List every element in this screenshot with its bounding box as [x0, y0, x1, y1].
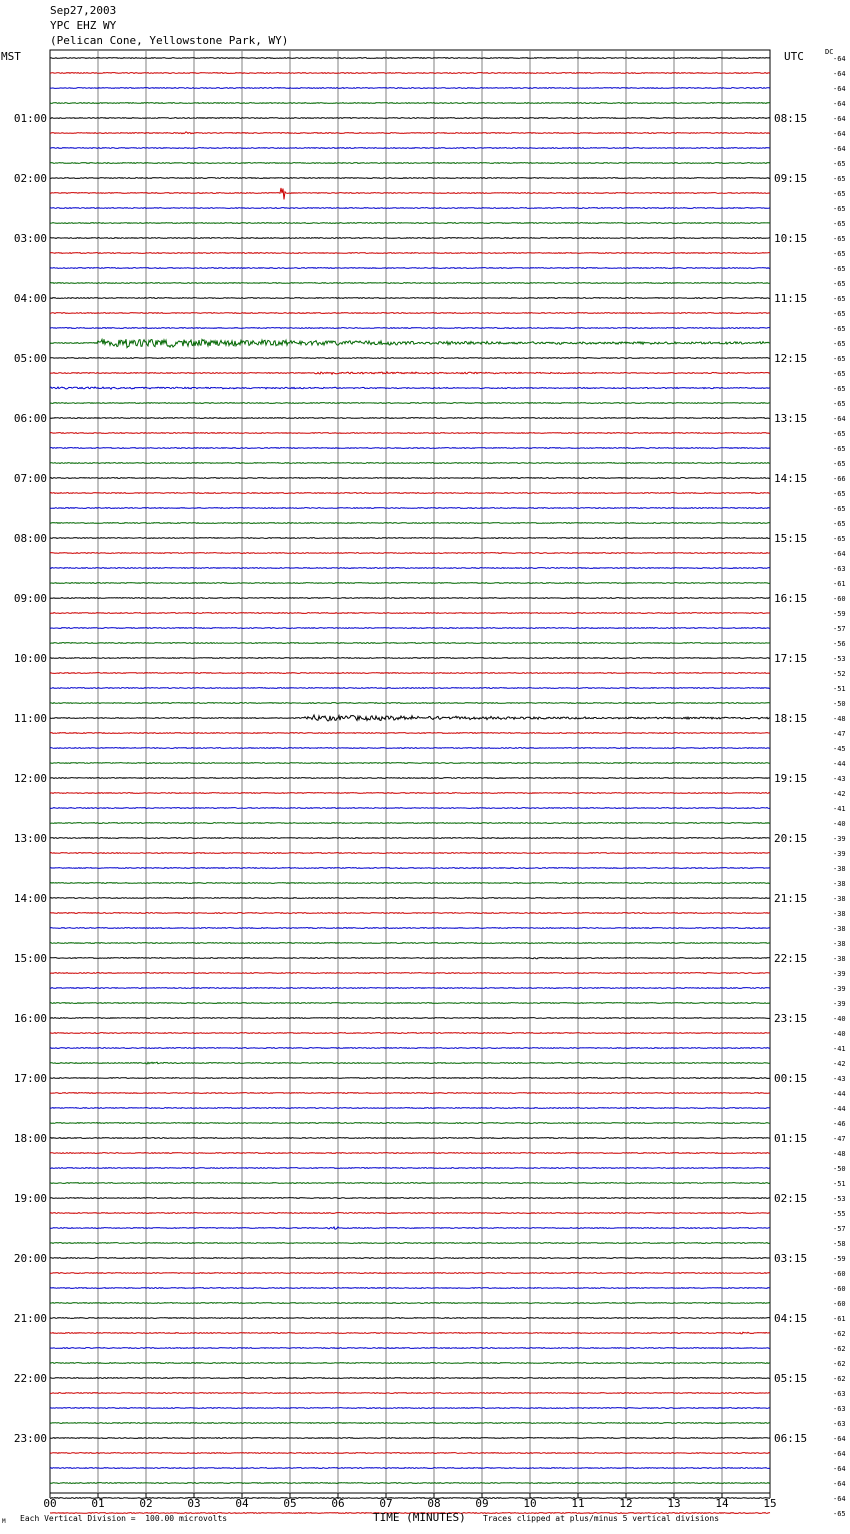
utc-hour-label: 14:15 — [774, 472, 808, 485]
trace-line — [50, 1168, 770, 1169]
utc-hour-label: 17:15 — [774, 652, 808, 665]
utc-hour-label: 16:15 — [774, 592, 808, 605]
trace-line — [50, 748, 770, 749]
x-tick-label: 14 — [715, 1497, 729, 1510]
utc-hour-label: 19:15 — [774, 772, 808, 785]
trace-line — [50, 73, 770, 74]
trace-line — [50, 973, 770, 974]
trace-line — [50, 778, 770, 779]
trace-line — [50, 188, 770, 199]
trace-line — [50, 118, 770, 119]
trace-line — [50, 103, 770, 104]
trace-line — [50, 463, 770, 464]
trace-line — [50, 493, 770, 494]
dc-offset-label: -64 — [833, 1480, 846, 1488]
dc-offset-label: -65 — [833, 355, 846, 363]
trace-line — [50, 523, 770, 524]
trace-line — [50, 448, 770, 449]
trace-line — [50, 1348, 770, 1349]
dc-offset-label: -64 — [833, 550, 846, 558]
trace-line — [50, 808, 770, 809]
dc-offset-label: -65 — [833, 295, 846, 303]
mst-hour-label: 08:00 — [13, 532, 47, 545]
dc-offset-label: -65 — [833, 370, 846, 378]
mst-hour-label: 07:00 — [13, 472, 47, 485]
trace-line — [50, 148, 770, 149]
dc-offset-label: -65 — [833, 280, 846, 288]
trace-line — [50, 1438, 770, 1439]
dc-offset-label: -38 — [833, 955, 846, 963]
mst-hour-label: 12:00 — [13, 772, 47, 785]
mst-hour-label: 13:00 — [13, 832, 47, 845]
trace-line — [50, 958, 770, 959]
mst-hour-label: 03:00 — [13, 232, 47, 245]
corner-mark: M — [2, 1518, 6, 1525]
trace-line — [50, 1408, 770, 1409]
dc-offset-label: -64 — [833, 1435, 846, 1443]
trace-line — [50, 898, 770, 899]
x-tick-label: 12 — [619, 1497, 633, 1510]
trace-line — [50, 988, 770, 989]
trace-line — [50, 88, 770, 89]
trace-line — [50, 1363, 770, 1364]
mst-hour-label: 05:00 — [13, 352, 47, 365]
utc-hour-label: 12:15 — [774, 352, 808, 365]
trace-line — [50, 358, 770, 359]
station-code: YPC EHZ WY — [50, 19, 117, 32]
trace-line — [50, 733, 770, 734]
plot-frame — [50, 50, 770, 1493]
mst-hour-label: 15:00 — [13, 952, 47, 965]
dc-offset-label: -44 — [833, 760, 846, 768]
dc-offset-label: -53 — [833, 655, 846, 663]
trace-line — [50, 1062, 770, 1064]
station-location: (Pelican Cone, Yellowstone Park, WY) — [50, 34, 289, 47]
dc-offset-label: -65 — [833, 445, 846, 453]
trace-line — [50, 1033, 770, 1034]
trace-line — [50, 178, 770, 179]
dc-offset-label: -66 — [833, 475, 846, 483]
dc-offset-label: -44 — [833, 1105, 846, 1113]
trace-line — [50, 298, 770, 299]
dc-offset-label: -60 — [833, 595, 846, 603]
utc-hour-label: 00:15 — [774, 1072, 808, 1085]
dc-offset-label: -65 — [833, 235, 846, 243]
dc-offset-label: -38 — [833, 910, 846, 918]
trace-line — [50, 132, 770, 134]
dc-offset-label: -65 — [833, 520, 846, 528]
trace-line — [50, 583, 770, 584]
mst-hour-label: 06:00 — [13, 412, 47, 425]
x-tick-label: 11 — [571, 1497, 585, 1510]
trace-line — [50, 1303, 770, 1304]
trace-line — [50, 868, 770, 869]
x-tick-label: 05 — [283, 1497, 297, 1510]
utc-hour-label: 01:15 — [774, 1132, 808, 1145]
dc-offset-label: -65 — [833, 400, 846, 408]
dc-offset-label: -43 — [833, 775, 846, 783]
dc-offset-label: -42 — [833, 790, 846, 798]
dc-offset-label: -63 — [833, 1420, 846, 1428]
dc-offset-label: -65 — [833, 310, 846, 318]
trace-line — [50, 238, 770, 239]
dc-offset-label: -65 — [833, 220, 846, 228]
trace-line — [50, 538, 770, 539]
trace-line — [50, 1093, 770, 1094]
mst-hour-label: 04:00 — [13, 292, 47, 305]
trace-line — [50, 339, 770, 347]
dc-offset-label: -64 — [833, 100, 846, 108]
trace-line — [50, 715, 770, 721]
dc-offset-label: -63 — [833, 1390, 846, 1398]
utc-hour-label: 13:15 — [774, 412, 808, 425]
x-axis-title: TIME (MINUTES) — [373, 1511, 466, 1524]
mst-hour-label: 21:00 — [13, 1312, 47, 1325]
trace-line — [50, 58, 770, 59]
trace-line — [50, 268, 770, 269]
mst-hour-label: 01:00 — [13, 112, 47, 125]
dc-offset-label: -64 — [833, 70, 846, 78]
dc-offset-label: -45 — [833, 745, 846, 753]
trace-line — [50, 1453, 770, 1454]
dc-offset-label: -61 — [833, 1315, 846, 1323]
trace-line — [50, 433, 770, 434]
x-tick-label: 04 — [235, 1497, 249, 1510]
x-tick-label: 02 — [139, 1497, 153, 1510]
trace-line — [50, 943, 770, 944]
trace-line — [50, 1318, 770, 1319]
dc-offset-label: -57 — [833, 1225, 846, 1233]
trace-line — [50, 418, 770, 419]
dc-offset-label: -65 — [833, 190, 846, 198]
dc-offset-label: -50 — [833, 700, 846, 708]
trace-line — [50, 928, 770, 929]
dc-offset-label: -53 — [833, 1195, 846, 1203]
x-tick-label: 08 — [427, 1497, 441, 1510]
dc-offset-label: -64 — [833, 1495, 846, 1503]
trace-line — [50, 403, 770, 404]
dc-offset-label: -65 — [833, 325, 846, 333]
dc-offset-label: -59 — [833, 610, 846, 618]
x-tick-label: 03 — [187, 1497, 201, 1510]
dc-offset-label: -64 — [833, 1465, 846, 1473]
dc-offset-label: -64 — [833, 85, 846, 93]
dc-offset-label: -39 — [833, 835, 846, 843]
dc-offset-label: -59 — [833, 1255, 846, 1263]
trace-line — [50, 688, 770, 689]
trace-line — [50, 613, 770, 614]
utc-axis-label: UTC — [784, 50, 804, 63]
dc-offset-label: -61 — [833, 580, 846, 588]
trace-line — [50, 163, 770, 164]
trace-line — [50, 223, 770, 224]
trace-line — [50, 1078, 770, 1079]
dc-offset-label: -39 — [833, 970, 846, 978]
trace-line — [50, 1378, 770, 1379]
dc-offset-label: -62 — [833, 1375, 846, 1383]
x-tick-label: 07 — [379, 1497, 393, 1510]
dc-offset-label: -52 — [833, 670, 846, 678]
utc-hour-label: 06:15 — [774, 1432, 808, 1445]
dc-offset-label: -63 — [833, 565, 846, 573]
trace-line — [50, 658, 770, 659]
dc-offset-label: -40 — [833, 1030, 846, 1038]
trace-line — [50, 628, 770, 629]
utc-hour-label: 10:15 — [774, 232, 808, 245]
trace-line — [50, 1332, 770, 1334]
trace-line — [50, 1423, 770, 1424]
trace-line — [50, 883, 770, 884]
mst-hour-label: 11:00 — [13, 712, 47, 725]
utc-hour-label: 22:15 — [774, 952, 808, 965]
utc-hour-label: 05:15 — [774, 1372, 808, 1385]
dc-offset-label: -39 — [833, 1000, 846, 1008]
trace-line — [50, 283, 770, 284]
trace-line — [50, 793, 770, 794]
dc-offset-label: -65 — [833, 1510, 846, 1518]
trace-line — [50, 387, 770, 389]
trace-line — [50, 1498, 770, 1499]
trace-line — [50, 313, 770, 314]
trace-line — [50, 673, 770, 674]
x-tick-label: 13 — [667, 1497, 681, 1510]
x-tick-label: 00 — [43, 1497, 57, 1510]
mst-hour-label: 02:00 — [13, 172, 47, 185]
dc-offset-label: -38 — [833, 940, 846, 948]
dc-offset-label: -60 — [833, 1270, 846, 1278]
dc-offset-label: -43 — [833, 1075, 846, 1083]
mst-hour-label: 09:00 — [13, 592, 47, 605]
trace-line — [50, 1468, 770, 1469]
dc-offset-label: -48 — [833, 715, 846, 723]
utc-hour-label: 04:15 — [774, 1312, 808, 1325]
dc-label: DC — [825, 48, 834, 56]
dc-offset-label: -65 — [833, 340, 846, 348]
dc-offset-label: -65 — [833, 205, 846, 213]
dc-offset-label: -50 — [833, 1165, 846, 1173]
dc-offset-label: -51 — [833, 1180, 846, 1188]
dc-offset-label: -57 — [833, 625, 846, 633]
dc-offset-label: -65 — [833, 430, 846, 438]
dc-offset-label: -42 — [833, 1060, 846, 1068]
trace-line — [50, 1153, 770, 1154]
mst-hour-label: 10:00 — [13, 652, 47, 665]
utc-hour-label: 18:15 — [774, 712, 808, 725]
trace-line — [50, 208, 770, 209]
dc-offset-label: -65 — [833, 265, 846, 273]
x-tick-label: 15 — [763, 1497, 777, 1510]
dc-offset-label: -44 — [833, 1090, 846, 1098]
trace-line — [50, 1258, 770, 1259]
dc-offset-label: -47 — [833, 730, 846, 738]
utc-hour-label: 21:15 — [774, 892, 808, 905]
dc-offset-label: -64 — [833, 115, 846, 123]
trace-line — [50, 568, 770, 569]
dc-offset-label: -64 — [833, 145, 846, 153]
trace-line — [50, 1227, 770, 1229]
dc-offset-label: -41 — [833, 805, 846, 813]
dc-offset-label: -38 — [833, 895, 846, 903]
trace-line — [50, 703, 770, 704]
trace-line — [50, 1213, 770, 1214]
dc-offset-label: -38 — [833, 865, 846, 873]
trace-line — [50, 1288, 770, 1289]
dc-offset-label: -65 — [833, 535, 846, 543]
utc-hour-label: 15:15 — [774, 532, 808, 545]
dc-offset-label: -48 — [833, 1150, 846, 1158]
dc-offset-label: -47 — [833, 1135, 846, 1143]
utc-hour-label: 11:15 — [774, 292, 808, 305]
trace-line — [50, 1243, 770, 1244]
utc-hour-label: 08:15 — [774, 112, 808, 125]
trace-line — [50, 253, 770, 254]
trace-line — [50, 372, 770, 374]
mst-hour-label: 19:00 — [13, 1192, 47, 1205]
dc-offset-label: -40 — [833, 820, 846, 828]
dc-offset-label: -62 — [833, 1360, 846, 1368]
dc-offset-label: -60 — [833, 1300, 846, 1308]
x-tick-label: 06 — [331, 1497, 345, 1510]
dc-offset-label: -38 — [833, 925, 846, 933]
trace-line — [50, 1198, 770, 1199]
trace-line — [50, 1123, 770, 1124]
dc-offset-label: -64 — [833, 55, 846, 63]
scale-note: Each Vertical Division = 100.00 microvolts — [20, 1514, 228, 1523]
trace-line — [50, 508, 770, 509]
dc-offset-label: -63 — [833, 1405, 846, 1413]
mst-axis-label: MST — [1, 50, 21, 63]
trace-line — [50, 1138, 770, 1139]
dc-offset-label: -56 — [833, 640, 846, 648]
plot-date: Sep27,2003 — [50, 4, 117, 17]
x-tick-label: 10 — [523, 1497, 537, 1510]
trace-line — [50, 328, 770, 329]
dc-offset-label: -64 — [833, 130, 846, 138]
dc-offset-label: -46 — [833, 1120, 846, 1128]
trace-line — [50, 553, 770, 554]
mst-hour-label: 18:00 — [13, 1132, 47, 1145]
dc-offset-label: -65 — [833, 175, 846, 183]
dc-offset-label: -51 — [833, 685, 846, 693]
trace-line — [50, 853, 770, 854]
dc-offset-label: -62 — [833, 1345, 846, 1353]
dc-offset-label: -39 — [833, 850, 846, 858]
mst-hour-label: 14:00 — [13, 892, 47, 905]
trace-line — [50, 1393, 770, 1394]
dc-offset-label: -39 — [833, 985, 846, 993]
mst-hour-label: 16:00 — [13, 1012, 47, 1025]
clip-note: Traces clipped at plus/minus 5 vertical divisions — [483, 1514, 720, 1523]
trace-line — [50, 478, 770, 479]
utc-hour-label: 03:15 — [774, 1252, 808, 1265]
utc-hour-label: 09:15 — [774, 172, 808, 185]
x-tick-label: 09 — [475, 1497, 489, 1510]
trace-line — [50, 598, 770, 599]
dc-offset-label: -65 — [833, 490, 846, 498]
dc-offset-label: -65 — [833, 460, 846, 468]
mst-hour-label: 22:00 — [13, 1372, 47, 1385]
dc-offset-label: -55 — [833, 1210, 846, 1218]
x-tick-label: 01 — [91, 1497, 105, 1510]
mst-hour-label: 23:00 — [13, 1432, 47, 1445]
trace-line — [50, 1183, 770, 1184]
mst-hour-label: 17:00 — [13, 1072, 47, 1085]
dc-offset-label: -64 — [833, 1450, 846, 1458]
dc-offset-label: -41 — [833, 1045, 846, 1053]
dc-offset-label: -65 — [833, 160, 846, 168]
dc-offset-label: -65 — [833, 385, 846, 393]
utc-hour-label: 23:15 — [774, 1012, 808, 1025]
dc-offset-label: -65 — [833, 250, 846, 258]
trace-line — [50, 913, 770, 914]
trace-line — [50, 1273, 770, 1274]
dc-offset-label: -65 — [833, 505, 846, 513]
dc-offset-label: -40 — [833, 1015, 846, 1023]
dc-offset-label: -38 — [833, 880, 846, 888]
trace-line — [50, 823, 770, 824]
dc-offset-label: -60 — [833, 1285, 846, 1293]
dc-offset-label: -58 — [833, 1240, 846, 1248]
trace-line — [50, 1048, 770, 1049]
mst-hour-label: 20:00 — [13, 1252, 47, 1265]
dc-offset-label: -64 — [833, 415, 846, 423]
dc-offset-label: -62 — [833, 1330, 846, 1338]
trace-line — [50, 1003, 770, 1004]
trace-line — [50, 643, 770, 644]
trace-line — [50, 1108, 770, 1109]
trace-line — [50, 763, 770, 764]
utc-hour-label: 02:15 — [774, 1192, 808, 1205]
trace-line — [50, 1483, 770, 1484]
trace-line — [50, 1018, 770, 1019]
utc-hour-label: 20:15 — [774, 832, 808, 845]
trace-line — [50, 838, 770, 839]
